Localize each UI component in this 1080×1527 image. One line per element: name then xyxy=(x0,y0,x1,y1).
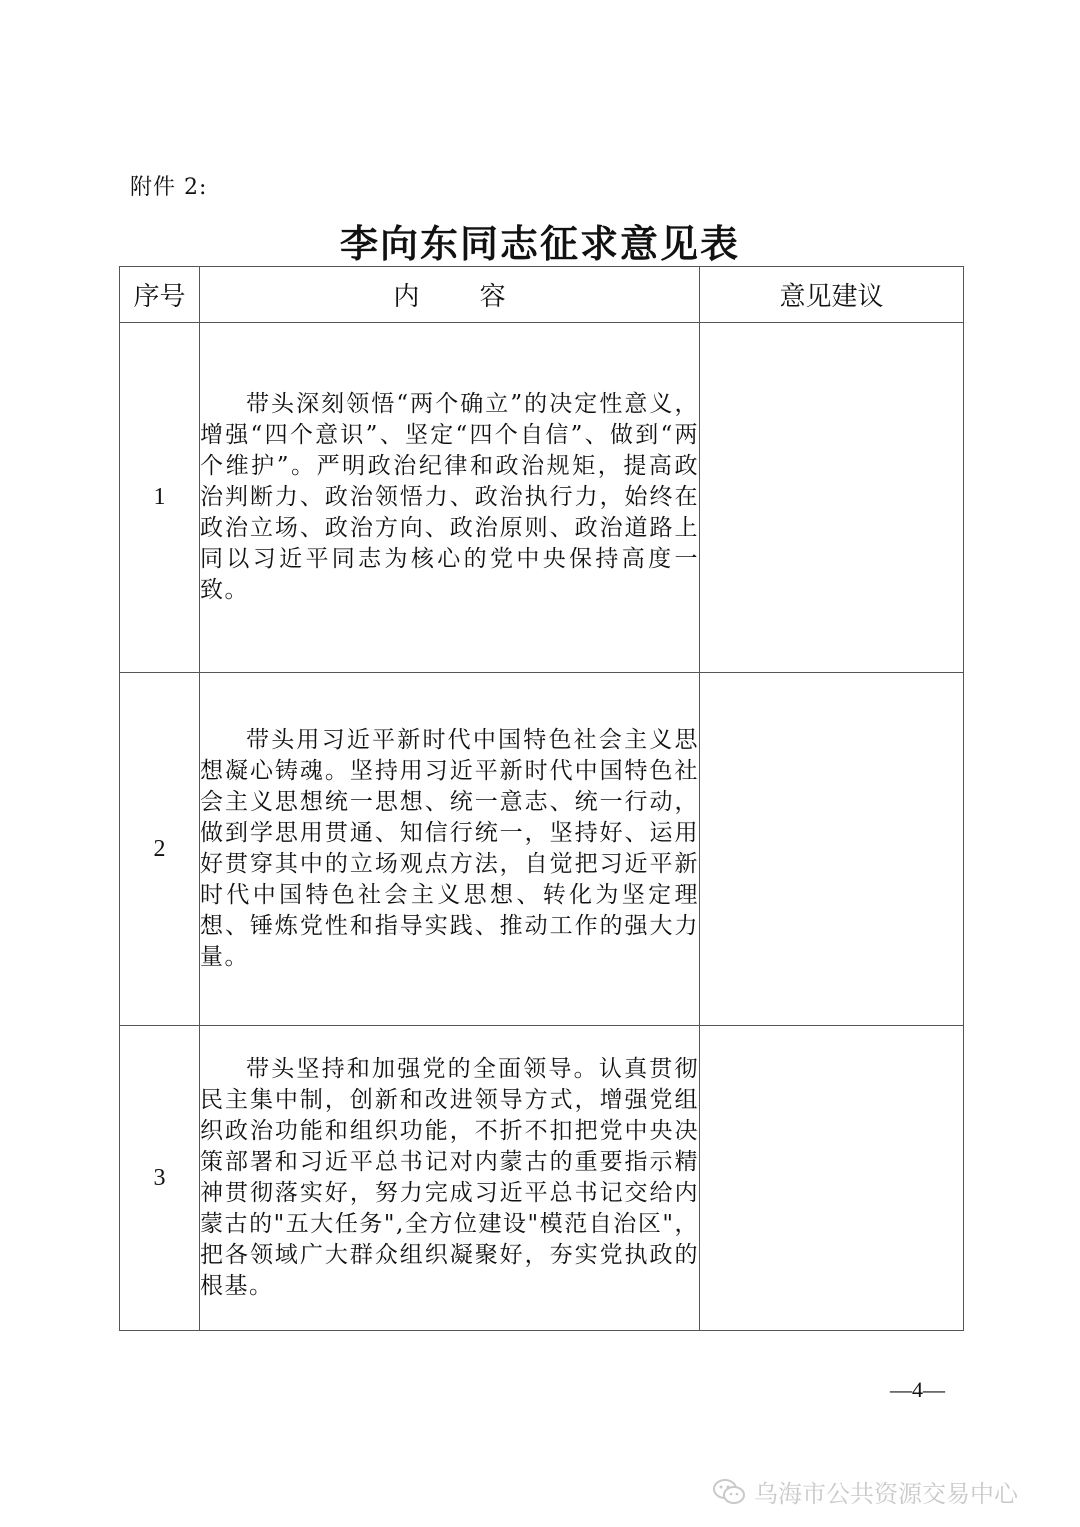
wechat-icon xyxy=(712,1477,746,1507)
document-title: 李向东同志征求意见表 xyxy=(339,222,740,266)
row-suggestion[interactable] xyxy=(700,673,964,1026)
row-content xyxy=(200,673,700,1026)
header-seq: 序号 xyxy=(120,267,200,323)
table-header-row xyxy=(120,267,964,323)
opinion-table xyxy=(119,266,964,1331)
attachment-label: 附件 2: xyxy=(130,175,208,200)
header-content-label: 内 容 xyxy=(393,282,532,312)
watermark-text: 乌海市公共资源交易中心 xyxy=(754,1480,1018,1508)
table-row xyxy=(120,673,964,1026)
table-row xyxy=(120,323,964,673)
row-content-text: 带头用习近平新时代中国特色社会主义思想凝心铸魂。坚持用习近平新时代中国特色社会主义思想统一思想、统一意志、统一行动，做到学思用贯通、知信行统一，坚持好、运用好贯穿其中的立场观点方法，自觉把习近平新时代中国特色社会主义思想、转化为坚定理想、锤炼党性和指导实践、推动工作的强大力量。 xyxy=(200,727,699,970)
row-content-text: 带头坚持和加强党的全面领导。认真贯彻民主集中制，创新和改进领导方式，增强党组织政治功能和组织功能，不折不扣把党中央决策部署和习近平总书记对内蒙古的重要指示精神贯彻落实好，努力完成习近平总书记交给内蒙古的"五大任务",全方位建设"模范自治区"，把各领域广大群众组织凝聚好，夯实党执政的根基。 xyxy=(200,1056,699,1299)
row-seq: 1 xyxy=(120,323,200,673)
header-content xyxy=(200,267,700,323)
row-content xyxy=(200,1026,700,1331)
row-seq: 2 xyxy=(120,673,200,1026)
header-suggestion: 意见建议 xyxy=(700,267,964,323)
row-suggestion[interactable] xyxy=(700,323,964,673)
row-suggestion[interactable] xyxy=(700,1026,964,1331)
table-row xyxy=(120,1026,964,1331)
row-content xyxy=(200,323,700,673)
page-number: —4— xyxy=(890,1377,945,1402)
watermark xyxy=(712,1474,1018,1509)
row-content-text: 带头深刻领悟“两个确立”的决定性意义，增强“四个意识”、坚定“四个自信”、做到“两个维护”。严明政治纪律和政治规矩，提高政治判断力、政治领悟力、政治执行力，始终在政治立场、政治方向、政治原则、政治道路上同以习近平同志为核心的党中央保持高度一致。 xyxy=(200,391,699,603)
row-seq: 3 xyxy=(120,1026,200,1331)
